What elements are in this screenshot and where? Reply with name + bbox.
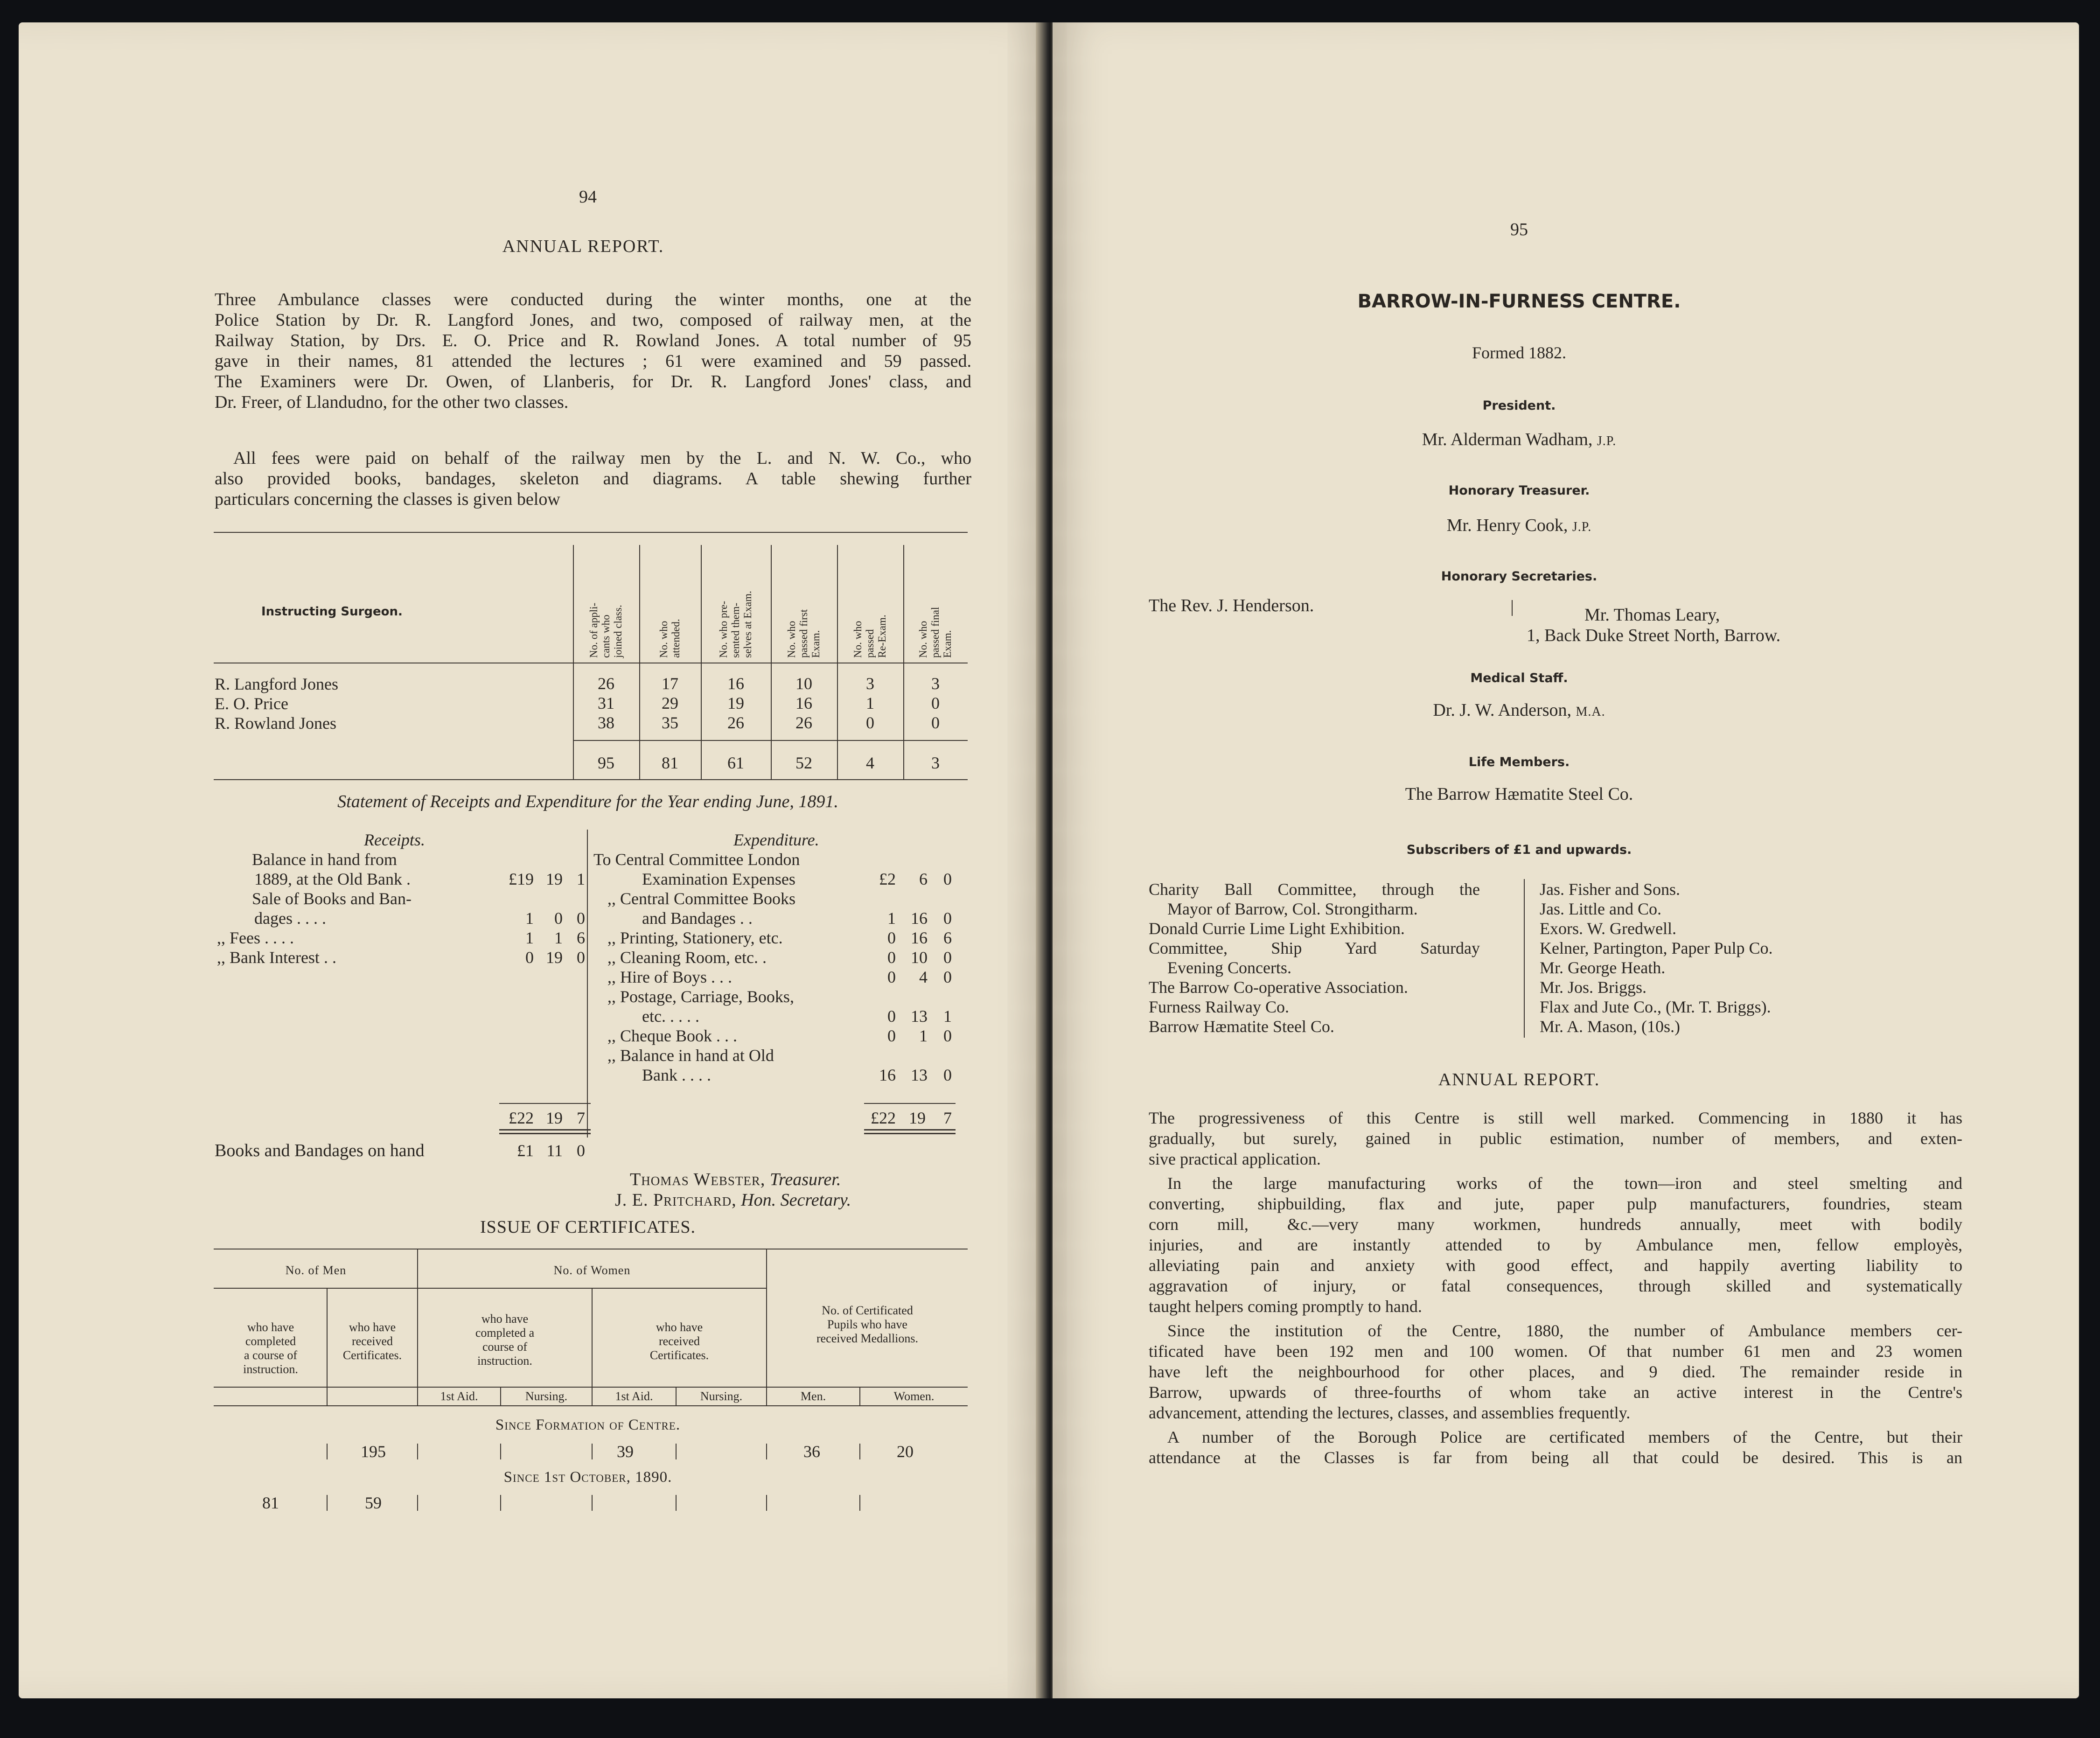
cert-subheader: instruction.: [477, 1354, 532, 1368]
column-header-line: No. who: [786, 621, 797, 658]
value-separator: [327, 1495, 328, 1511]
value-separator: [766, 1495, 767, 1511]
table-cell: 3: [866, 674, 874, 693]
column-header: [786, 609, 822, 658]
column-header-line: cants who: [600, 614, 612, 658]
right-annual-report-title: ANNUAL REPORT.: [1438, 1070, 1600, 1089]
value-separator: [592, 1495, 593, 1511]
life-member: The Barrow Hæmatite Steel Co.: [1405, 784, 1633, 804]
life-members-heading: Life Members.: [1468, 755, 1570, 769]
subscriber: Evening Concerts.: [1167, 958, 1291, 977]
table-cell: 0: [931, 694, 940, 712]
table-cell: 16: [727, 674, 744, 693]
column-header-line: Re-Exam.: [876, 614, 888, 658]
subscriber: Mayor of Barrow, Col. Strongitharm.: [1167, 900, 1418, 918]
text-line: injuries, and are instantly attended to by Ambulance men, fellow employès,: [1149, 1235, 1962, 1254]
amount-pounds: 0: [887, 928, 896, 947]
cert-column-label: 1st Aid.: [440, 1389, 478, 1403]
amount-pounds: 0: [887, 1007, 896, 1026]
table-cell: 31: [598, 694, 614, 712]
table-cell: 38: [598, 713, 614, 732]
column-header-line: No. who pre-: [718, 601, 729, 658]
cert-subheader: received: [351, 1334, 393, 1348]
amount-pence: 1: [577, 870, 585, 888]
amount-pence: 0: [943, 948, 952, 967]
page-number: 94: [579, 187, 597, 207]
text-line: alleviating pain and anxiety with good effect, and happily averting liability to: [1149, 1256, 1962, 1275]
subscribers-heading: Subscribers of £1 and upwards.: [1406, 843, 1632, 857]
value-separator: [417, 1495, 418, 1511]
cert-subheader: who have: [656, 1320, 703, 1334]
subscriber: Jas. Little and Co.: [1540, 900, 1661, 918]
expenditure-label: and Bandages . .: [642, 909, 753, 928]
amount-shillings: 0: [554, 909, 563, 928]
column-rule: [771, 545, 772, 779]
amount-pence: 1: [943, 1007, 952, 1026]
total-shillings: 19: [909, 1109, 926, 1127]
total-cell: 95: [598, 754, 614, 772]
right-page: [1053, 22, 2079, 1698]
total-cell: 3: [931, 754, 940, 772]
column-header-line: No. who: [917, 621, 929, 658]
amount-pounds: 0: [887, 968, 896, 986]
receipt-label: ,, Fees . . . .: [217, 928, 294, 947]
table-cell: 26: [598, 674, 614, 693]
receipt-label: ,, Bank Interest . .: [217, 948, 336, 967]
column-rule: [837, 545, 838, 779]
total-pounds: £1: [517, 1141, 534, 1160]
receipts-heading: Receipts.: [364, 831, 425, 849]
column-header-line: selves at Exam.: [742, 591, 753, 658]
amount-pence: 6: [943, 928, 952, 947]
certificates-title: ISSUE OF CERTIFICATES.: [480, 1217, 696, 1237]
column-rule: [639, 545, 640, 779]
text-line: converting, shipbuilding, flax and jute, paper pulp manufacturers, foundries, steam: [1149, 1194, 1962, 1213]
surgeon-name: R. Langford Jones: [215, 675, 338, 693]
value-separator: [859, 1495, 860, 1511]
text-line: The Examiners were Dr. Owen, of Llanberis, for Dr. R. Langford Jones' class, and: [215, 372, 971, 391]
value-separator: [859, 1444, 860, 1459]
column-rule: [573, 545, 574, 779]
women-header: No. of Women: [553, 1263, 631, 1277]
column-header-line: passed: [864, 629, 876, 658]
amount-pounds: 1: [887, 909, 896, 928]
column-header-line: sented them-: [730, 602, 741, 658]
subscriber: Furness Railway Co.: [1149, 998, 1289, 1016]
total-pounds: £22: [871, 1109, 896, 1127]
treasurer-heading: Honorary Treasurer.: [1448, 483, 1590, 498]
amount-pence: 0: [943, 1066, 952, 1084]
value-separator: [417, 1444, 418, 1459]
total-shillings: 11: [546, 1141, 563, 1160]
expenditure-label: ,, Central Committee Books: [607, 889, 795, 908]
amount-pence: 6: [577, 928, 585, 947]
column-header-line: No. of appli-: [588, 602, 600, 658]
column-header: [917, 607, 954, 658]
subscriber: Committee, Ship Yard Saturday: [1149, 939, 1480, 957]
table-cell: 19: [727, 694, 744, 712]
amount-pence: 0: [943, 968, 952, 986]
value-separator: [766, 1444, 767, 1459]
total-cell: 61: [727, 754, 744, 772]
text-line: corn mill, &c.—very many workmen, hundreds annually, meet with bodily: [1149, 1215, 1962, 1234]
text-line: gradually, but surely, gained in public estimation, number of members, and exten-: [1149, 1129, 1962, 1148]
table-cell: 16: [795, 694, 812, 712]
value-separator: [500, 1444, 501, 1459]
column-header-line: passed final: [929, 607, 941, 658]
expenditure-label: etc. . . . .: [642, 1007, 699, 1026]
receipt-label: dages . . . .: [254, 909, 326, 928]
secretary-1: The Rev. J. Henderson.: [1149, 596, 1314, 615]
amount-shillings: 16: [911, 928, 928, 947]
value-separator: [327, 1444, 328, 1459]
president: Mr. Alderman Wadham, J.P.: [1422, 430, 1617, 449]
table-cell: 35: [662, 713, 678, 732]
amount-shillings: 10: [911, 948, 928, 967]
cert-subheader: Certificates.: [649, 1348, 709, 1362]
amount-pounds: 1: [525, 928, 534, 947]
expenditure-label: ,, Cleaning Room, etc. .: [607, 948, 767, 967]
subscriber: Flax and Jute Co., (Mr. T. Briggs).: [1540, 998, 1771, 1016]
text-line: attendance at the Classes is far from being all that could be desired. This is an: [1149, 1448, 1962, 1467]
column-rule: [903, 545, 904, 779]
total-pounds: £22: [509, 1109, 534, 1127]
text-line: sive practical application.: [1149, 1150, 1321, 1168]
receipt-label: 1889, at the Old Bank .: [254, 870, 411, 888]
total-pence: 7: [943, 1109, 952, 1127]
amount-shillings: 16: [911, 909, 928, 928]
amount-pence: 0: [943, 909, 952, 928]
treasurer-signature: Thomas Webster, Treasurer.: [630, 1170, 841, 1189]
cert-column-label: Nursing.: [700, 1389, 743, 1403]
text-line: Since the institution of the Centre, 1880, the number of Ambulance members cer-: [1167, 1321, 1962, 1340]
value-separator: [500, 1495, 501, 1511]
subscriber: Charity Ball Committee, through the: [1149, 880, 1480, 899]
cert-subheader: received: [658, 1334, 700, 1348]
cert-subheader: completed: [245, 1334, 296, 1348]
amount-shillings: 13: [911, 1066, 928, 1084]
subscriber: Barrow Hæmatite Steel Co.: [1149, 1017, 1334, 1036]
annual-report-title: ANNUAL REPORT.: [502, 237, 664, 256]
text-line: All fees were paid on behalf of the railway men by the L. and N. W. Co., who: [233, 448, 971, 468]
column-rule: [701, 545, 702, 779]
cert-subheader: who have: [349, 1320, 396, 1334]
text-line: A number of the Borough Police are certificated members of the Centre, but their: [1167, 1428, 1962, 1446]
value-separator: [592, 1444, 593, 1459]
surgeon-name: E. O. Price: [215, 694, 288, 713]
text-line: Police Station by Dr. R. Langford Jones, and two, composed of railway men, at the: [215, 310, 971, 330]
subscriber: Jas. Fisher and Sons.: [1540, 880, 1681, 899]
text-line: Three Ambulance classes were conducted during the winter months, one at the: [215, 290, 971, 309]
subscriber: Mr. George Heath.: [1540, 958, 1666, 977]
cert-subheader: a course of: [244, 1348, 298, 1362]
text-line: taught helpers coming promptly to hand.: [1149, 1297, 1422, 1316]
expenditure-label: To Central Committee London: [593, 850, 800, 869]
cert-column-label: Women.: [893, 1389, 935, 1403]
instructing-surgeon-header: Instructing Surgeon.: [261, 605, 403, 619]
table-cell: 26: [727, 713, 744, 732]
table-cell: 0: [931, 713, 940, 732]
amount-shillings: 6: [919, 870, 928, 888]
october-value: 81: [262, 1494, 279, 1512]
subscriber: Mr. A. Mason, (10s.): [1540, 1017, 1681, 1036]
cert-subheader: Certificates.: [342, 1348, 402, 1362]
text-line: particulars concerning the classes is given below: [215, 489, 560, 509]
table-cell: 29: [662, 694, 678, 712]
page-number: 95: [1510, 220, 1528, 239]
amount-pounds: 0: [887, 1026, 896, 1045]
cert-subheader: who have: [481, 1312, 529, 1326]
formation-value: 20: [897, 1442, 914, 1461]
amount-shillings: 19: [546, 948, 563, 967]
formed-date: Formed 1882.: [1472, 343, 1566, 362]
amount-shillings: 1: [919, 1026, 928, 1045]
cert-column-label: 1st Aid.: [615, 1389, 653, 1403]
value-separator: [676, 1495, 677, 1511]
amount-pence: 0: [943, 1026, 952, 1045]
formation-value: 195: [361, 1442, 386, 1461]
cert-column-label: Men.: [800, 1389, 826, 1403]
column-header-line: attended.: [670, 619, 682, 658]
amount-pence: 0: [943, 870, 952, 888]
formation-value: 39: [617, 1442, 634, 1461]
text-line: advancement, attending the lectures, classes, and assemblies frequently.: [1149, 1403, 1631, 1422]
text-line: also provided books, bandages, skeleton and diagrams. A table shewing further: [215, 469, 971, 489]
expenditure-label: ,, Hire of Boys . . .: [607, 968, 732, 986]
cert-subheader: Pupils who have: [827, 1318, 907, 1331]
subscriber: Kelner, Partington, Paper Pulp Co.: [1540, 939, 1773, 957]
subscriber: Mr. Jos. Briggs.: [1540, 978, 1647, 997]
amount-pence: 0: [577, 909, 585, 928]
formation-value: 36: [803, 1442, 820, 1461]
expenditure-label: ,, Cheque Book . . .: [607, 1026, 737, 1045]
text-line: The progressiveness of this Centre is still well marked. Commencing in 1880 it has: [1149, 1109, 1962, 1127]
column-header-line: No. who: [852, 621, 864, 658]
total-pence: 7: [577, 1109, 585, 1127]
column-header-line: Exam.: [810, 630, 822, 658]
centre-title: BARROW-IN-FURNESS CENTRE.: [1357, 291, 1681, 312]
table-cell: 1: [866, 694, 874, 712]
amount-pounds: £2: [879, 870, 896, 888]
column-header-line: Exam.: [942, 630, 953, 658]
cert-subheader: received Medallions.: [816, 1332, 919, 1345]
text-line: gave in their names, 81 attended the lectures ; 61 were examined and 59 passed.: [215, 351, 971, 371]
receipt-label: Sale of Books and Ban-: [252, 889, 412, 908]
table-cell: 10: [795, 674, 812, 693]
books-on-hand-label: Books and Bandages on hand: [215, 1141, 425, 1160]
total-cell: 81: [662, 754, 678, 772]
surgeon-name: R. Rowland Jones: [215, 714, 336, 733]
amount-pence: 0: [577, 948, 585, 967]
amount-shillings: 1: [554, 928, 563, 947]
receipt-label: Balance in hand from: [252, 850, 397, 869]
total-cell: 52: [795, 754, 812, 772]
total-pence: 0: [577, 1141, 585, 1160]
table-cell: 17: [662, 674, 678, 693]
cert-subheader: instruction.: [243, 1362, 298, 1376]
column-header-line: passed first: [798, 609, 809, 658]
expenditure-label: Bank . . . .: [642, 1066, 711, 1084]
amount-pounds: £19: [509, 870, 534, 888]
text-line: have left the neighbourhood for other places, and 9 died. The remainder reside in: [1149, 1362, 1962, 1381]
expenditure-label: ,, Balance in hand at Old: [607, 1046, 774, 1065]
subscriber: Donald Currie Lime Light Exhibition.: [1149, 919, 1405, 938]
column-header: [718, 591, 754, 658]
column-header: [852, 614, 888, 658]
column-header-line: joined class.: [612, 605, 624, 658]
statement-title: Statement of Receipts and Expenditure for the Year ending June, 1891.: [337, 792, 838, 811]
cert-subheader: course of: [482, 1340, 527, 1354]
treasurer: Mr. Henry Cook, J.P.: [1446, 516, 1592, 535]
secretary-signature: J. E. Pritchard, Hon. Secretary.: [615, 1190, 851, 1210]
expenditure-label: ,, Printing, Stationery, etc.: [607, 928, 783, 947]
president-heading: President.: [1482, 398, 1556, 413]
expenditure-label: Examination Expenses: [642, 870, 795, 888]
cert-subheader: No. of Certificated: [822, 1304, 913, 1317]
men-header: No. of Men: [285, 1263, 347, 1277]
since-october: Since 1st October, 1890.: [503, 1469, 672, 1486]
text-line: aggravation of injury, or fatal consequences, through skilled and systematically: [1149, 1277, 1962, 1295]
value-separator: [676, 1444, 677, 1459]
amount-shillings: 13: [911, 1007, 928, 1026]
amount-pounds: 0: [525, 948, 534, 967]
amount-shillings: 19: [546, 870, 563, 888]
text-line: Barrow, upwards of three-fourths of whom take an active interest in the Centre's: [1149, 1383, 1962, 1402]
since-formation: Since Formation of Centre.: [495, 1417, 681, 1433]
text-line: Railway Station, by Drs. E. O. Price and R. Rowland Jones. A total number of 95: [215, 331, 971, 350]
expenditure-heading: Expenditure.: [733, 831, 819, 849]
left-page: [19, 22, 1045, 1698]
amount-pounds: 0: [887, 948, 896, 967]
subscriber: Exors. W. Gredwell.: [1540, 919, 1676, 938]
column-header-line: No. who: [658, 621, 670, 658]
secretary-2-line2: 1, Back Duke Street North, Barrow.: [1527, 626, 1781, 645]
secretary-2-line1: Mr. Thomas Leary,: [1584, 605, 1720, 625]
amount-pounds: 16: [879, 1066, 896, 1084]
table-cell: 0: [866, 713, 874, 732]
text-line: In the large manufacturing works of the town—iron and steel smelting and: [1167, 1174, 1962, 1193]
table-cell: 26: [795, 713, 812, 732]
medical-heading: Medical Staff.: [1470, 671, 1568, 685]
amount-shillings: 4: [919, 968, 928, 986]
column-header: [588, 603, 624, 658]
secretaries-heading: Honorary Secretaries.: [1441, 569, 1598, 584]
october-value: 59: [365, 1494, 382, 1512]
amount-pounds: 1: [525, 909, 534, 928]
total-shillings: 19: [546, 1109, 563, 1127]
text-line: Dr. Freer, of Llandudno, for the other two classes.: [215, 392, 569, 412]
cert-subheader: who have: [247, 1320, 294, 1334]
column-header: [658, 619, 682, 658]
cert-column-label: Nursing.: [525, 1389, 568, 1403]
text-line: tificated have been 192 men and 100 women. Of that number 61 men and 23 women: [1149, 1342, 1962, 1361]
medical-staff: Dr. J. W. Anderson, M.A.: [1433, 700, 1605, 720]
table-cell: 3: [931, 674, 940, 693]
cert-subheader: completed a: [475, 1326, 535, 1340]
expenditure-label: ,, Postage, Carriage, Books,: [607, 987, 794, 1006]
total-cell: 4: [866, 754, 874, 772]
subscriber: The Barrow Co-operative Association.: [1149, 978, 1408, 997]
